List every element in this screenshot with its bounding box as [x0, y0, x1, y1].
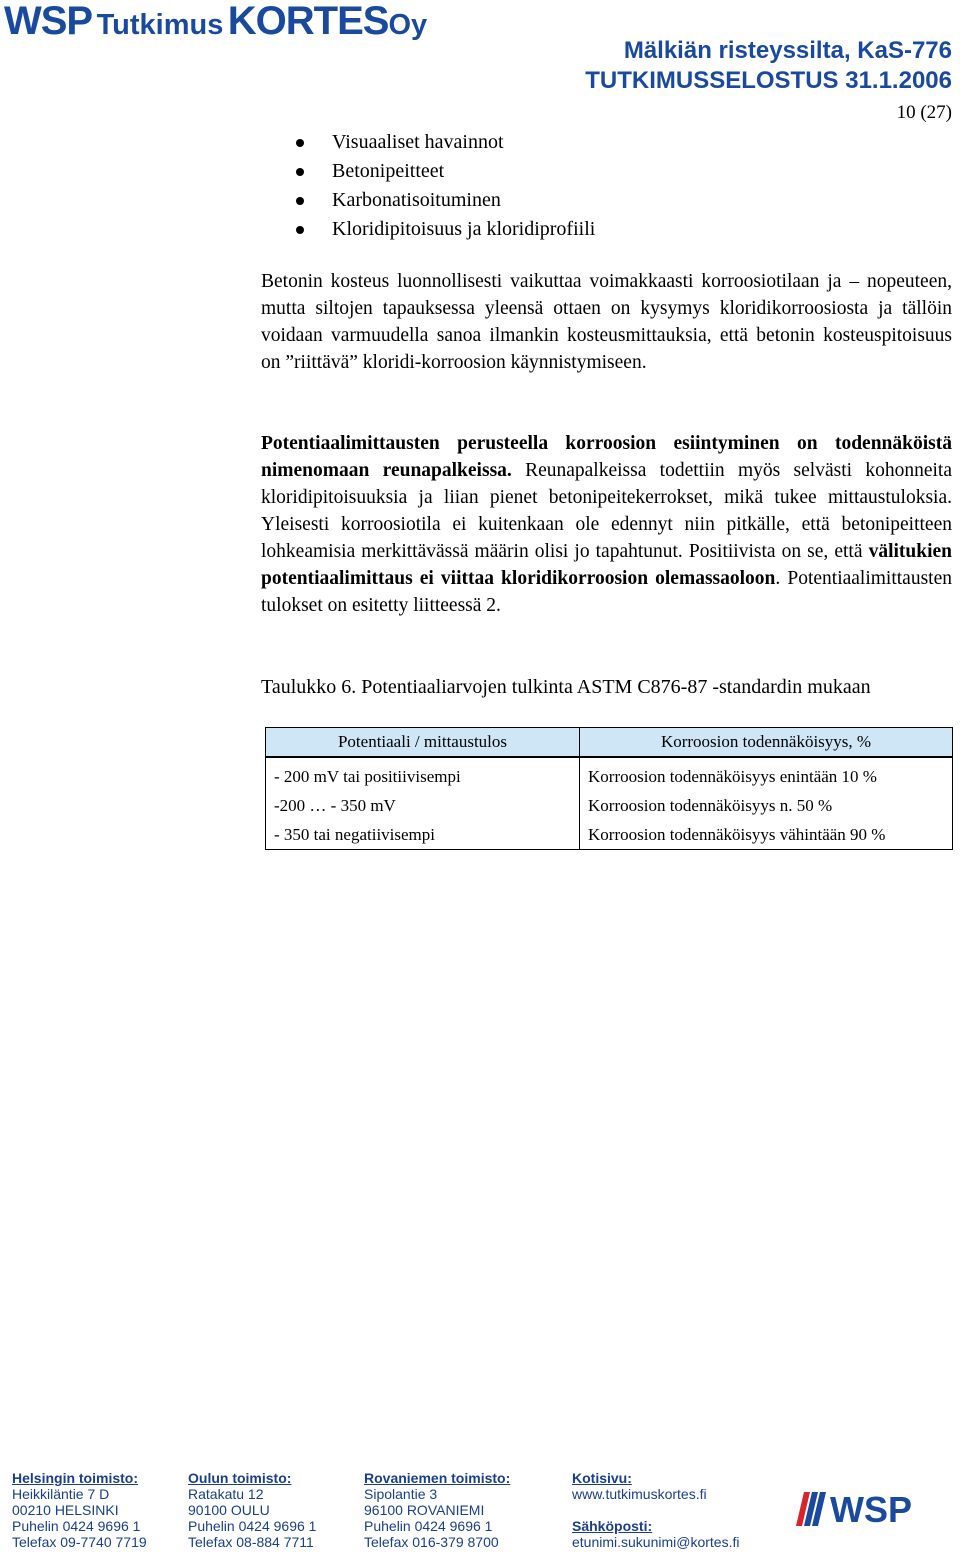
bullet-item: Kloridipitoisuus ja kloridiprofiili: [292, 215, 595, 244]
footer-logo-text: WSP: [830, 1489, 913, 1530]
footer-line: 90100 OULU: [188, 1502, 270, 1518]
footer-spacer: [572, 1502, 740, 1518]
company-logo: [4, 0, 427, 51]
table-row: [266, 820, 953, 850]
table-cell: Korroosion todennäköisyys n. 50 %: [580, 791, 953, 820]
footer-line: Telefax 08-884 7711: [188, 1534, 314, 1550]
paragraph-potential: [261, 430, 952, 619]
footer-contact: [572, 1470, 740, 1550]
email-link[interactable]: etunimi.sukunimi@kortes.fi: [572, 1534, 740, 1550]
bullet-list: [292, 128, 595, 244]
footer-line: Puhelin 0424 9696 1: [12, 1518, 141, 1534]
footer-heading: Helsingin toimisto:: [12, 1470, 138, 1486]
table-cell: - 350 tai negatiivisempi: [266, 820, 580, 850]
paragraph-moisture: Betonin kosteus luonnollisesti vaikuttaa voimakkaasti korroosiotilaan ja – nopeuteen, mutta siltojen tapauksessa yleensä ottaen on kysymys kloridikorroosiosta ja tällöin voidaan varmuudella sanoa ilmankin kosteusmittauksia, että betonin kosteuspitoisuus on ”riittävä” kloridi-korroosion käynnistymiseen.: [261, 271, 952, 373]
table-caption: Taulukko 6. Potentiaaliarvojen tulkinta ASTM C876-87 -standardin mukaan: [261, 676, 871, 698]
footer-heading: Sähköposti:: [572, 1518, 653, 1534]
bullet-item: Betonipeitteet: [292, 157, 595, 186]
footer-line: Ratakatu 12: [188, 1486, 264, 1502]
paragraph-text-1: Reunapalkeissa todettiin myös selvästi kohonneita kloridipitoisuuksia ja liian pienet betonipeitekerrokset, mikä tukee mittaustuloksia. Yleisesti korroosiotila ei kuitenkaan ole edennyt niin pitkälle, että betonipeitteen lohkeamisia merkittävässä määrin olisi jo tapahtunut. Positiivista on se, että: [261, 460, 952, 562]
footer-line: 96100 ROVANIEMI: [364, 1502, 485, 1518]
table-cell: -200 … - 350 mV: [266, 791, 580, 820]
footer-line: Telefax 016-379 8700: [364, 1534, 499, 1550]
document-title: [585, 36, 952, 96]
document-title-line1: Mälkiän risteyssilta, KaS-776: [623, 37, 952, 64]
homepage-link[interactable]: www.tutkimuskortes.fi: [572, 1486, 707, 1502]
table-cell: - 200 mV tai positiivisempi: [266, 757, 580, 791]
paragraph-bold-1: Potentiaalimittausten perusteella korroosion esiintyminen on todennäköistä nimenomaan reunapalkeissa.: [261, 433, 952, 481]
bullet-item: Karbonatisoituminen: [292, 186, 595, 215]
footer-heading: Kotisivu:: [572, 1470, 632, 1486]
footer-heading: Oulun toimisto:: [188, 1470, 292, 1486]
logo-kortes: KORTES: [227, 0, 389, 43]
table-row: [266, 757, 953, 791]
footer-line: 00210 HELSINKI: [12, 1502, 119, 1518]
table-header-probability: Korroosion todennäköisyys, %: [580, 728, 953, 758]
logo-tutkimus: Tutkimus: [96, 9, 224, 41]
table-row: [266, 791, 953, 820]
table-header-potential: Potentiaali / mittaustulos: [266, 728, 580, 758]
footer-line: Heikkiläntie 7 D: [12, 1486, 110, 1502]
paragraph-text-2: . Potentiaalimittausten tulokset on esitetty liitteessä 2.: [261, 568, 952, 616]
footer-line: Sipolantie 3: [364, 1486, 438, 1502]
document-title-line2: TUTKIMUSSELOSTUS 31.1.2006: [585, 67, 952, 94]
bullet-item: Visuaaliset havainnot: [292, 128, 595, 157]
footer-oulu: [188, 1470, 316, 1550]
page-number: 10 (27): [896, 102, 952, 123]
footer-rovaniemi: [364, 1470, 510, 1550]
paragraph-bold-2: välitukien potentiaalimittaus ei viittaa kloridikorroosion olemassaoloon: [261, 541, 952, 589]
potential-table: [265, 727, 953, 850]
footer-wsp-logo: [790, 1482, 950, 1530]
logo-wsp: WSP: [4, 0, 93, 43]
logo-stripes-icon: [796, 1492, 826, 1526]
footer-helsinki: [12, 1470, 147, 1550]
table-header-row: [266, 728, 953, 758]
footer-line: Puhelin 0424 9696 1: [188, 1518, 317, 1534]
logo-oy: Oy: [388, 9, 428, 41]
footer-line: Telefax 09-7740 7719: [12, 1534, 147, 1550]
table-cell: Korroosion todennäköisyys vähintään 90 %: [580, 820, 953, 850]
footer-line: Puhelin 0424 9696 1: [364, 1518, 493, 1534]
table-cell: Korroosion todennäköisyys enintään 10 %: [580, 757, 953, 791]
footer-heading: Rovaniemen toimisto:: [364, 1470, 511, 1486]
